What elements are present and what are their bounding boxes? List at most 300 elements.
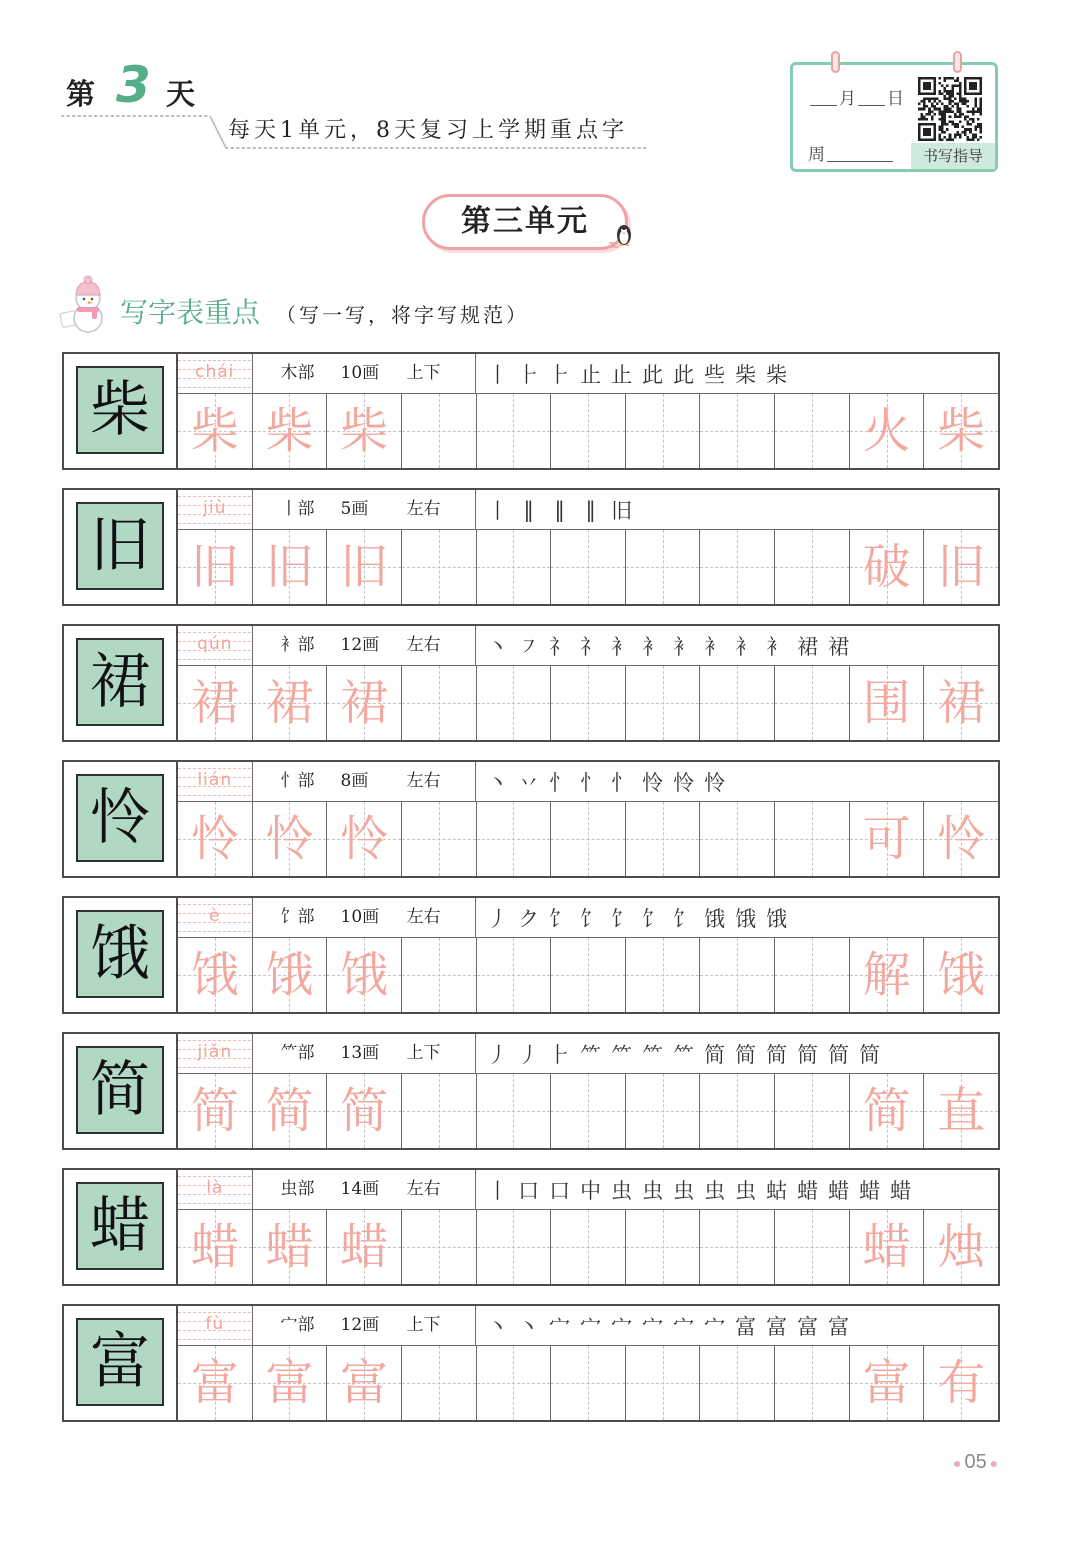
practice-cell[interactable] (775, 530, 850, 604)
trace-cell[interactable] (178, 802, 253, 876)
practice-cell[interactable] (775, 394, 850, 468)
trace-cell[interactable] (253, 666, 328, 740)
stroke-step: 中 (580, 1178, 602, 1203)
header-subtitle: 每天1单元，8天复习上学期重点字 (228, 118, 628, 143)
practice-rows (62, 352, 1000, 1422)
char-info (253, 1306, 477, 1345)
stroke-step: 口 (518, 1178, 540, 1203)
section-title: 写字表重点 (120, 296, 261, 329)
practice-cell[interactable] (551, 802, 626, 876)
pinyin: chái (195, 362, 235, 382)
trace-cell[interactable] (327, 394, 402, 468)
stroke-step: ⺮ (580, 1042, 602, 1067)
char-practice-block (62, 1168, 1000, 1286)
char-info (253, 626, 477, 665)
week-label: 周 (808, 145, 825, 165)
practice-grid (178, 938, 998, 1012)
stroke-step: 止 (580, 362, 602, 387)
trace-cell[interactable] (327, 530, 402, 604)
practice-cell[interactable] (551, 666, 626, 740)
model-char: 怜 (76, 774, 164, 862)
stroke-step: 衤 (673, 634, 695, 659)
model-char: 蜡 (76, 1182, 164, 1270)
practice-cell[interactable] (775, 802, 850, 876)
page-dot: ● (989, 1455, 999, 1471)
trace-char: 旧 (265, 539, 314, 595)
date-box (790, 62, 998, 172)
trace-char: 裙 (265, 675, 314, 731)
practice-cell[interactable] (402, 1210, 477, 1284)
stroke-step: 宀 (673, 1314, 695, 1339)
practice-cell[interactable] (477, 666, 552, 740)
model-char-cell (64, 1034, 178, 1148)
practice-cell[interactable] (626, 1346, 701, 1420)
stroke-step: 富 (735, 1314, 757, 1339)
stroke-step: 丿 (518, 1042, 540, 1067)
practice-cell[interactable] (775, 1210, 850, 1284)
practice-cell[interactable] (775, 938, 850, 1012)
stroke-order (476, 1170, 998, 1209)
word-cell[interactable] (850, 394, 925, 468)
trace-char: 怜 (340, 811, 389, 867)
week-field (808, 141, 895, 165)
stroke-order (476, 354, 998, 393)
practice-grid (178, 1074, 998, 1148)
practice-cell[interactable] (402, 394, 477, 468)
model-char-cell (64, 898, 178, 1012)
practice-cell[interactable] (700, 1210, 775, 1284)
stroke-step: 蜡 (859, 1178, 881, 1203)
practice-cell[interactable] (551, 394, 626, 468)
trace-char: 旧 (190, 539, 239, 595)
structure: 左右 (406, 771, 441, 791)
char-info-strip (178, 1170, 998, 1210)
stroke-order (476, 1306, 998, 1345)
stroke-step: 此 (673, 362, 695, 387)
model-char-cell (64, 1170, 178, 1284)
stroke-step: 简 (704, 1042, 726, 1067)
radical: 木部 (280, 363, 315, 383)
stroke-step: ⺊ (549, 362, 571, 387)
practice-cell[interactable] (551, 1210, 626, 1284)
practice-cell[interactable] (477, 1074, 552, 1148)
stroke-step: 礻 (549, 634, 571, 659)
stroke-step: 丶 (487, 634, 509, 659)
word-char: 围 (862, 675, 911, 731)
word-char: 旧 (937, 539, 986, 595)
practice-cell[interactable] (626, 394, 701, 468)
stroke-step: 衤 (642, 634, 664, 659)
model-char: 裙 (76, 638, 164, 726)
trace-cell[interactable] (253, 394, 328, 468)
trace-char: 饿 (340, 947, 389, 1003)
stroke-count: 12画 (340, 1315, 380, 1335)
char-info (253, 490, 477, 529)
word-char: 解 (862, 947, 911, 1003)
stroke-step: 忄 (611, 770, 633, 795)
word-cell[interactable] (850, 1074, 925, 1148)
trace-char: 简 (265, 1083, 314, 1139)
char-info-strip (178, 626, 998, 666)
trace-char: 旧 (340, 539, 389, 595)
qr-code-icon (918, 77, 982, 141)
stroke-order (476, 762, 998, 801)
trace-char: 柴 (265, 403, 314, 459)
word-char: 裙 (937, 675, 986, 731)
word-cell[interactable] (850, 802, 925, 876)
stroke-count: 14画 (340, 1179, 380, 1199)
practice-cell[interactable] (551, 938, 626, 1012)
day-label: 日 (887, 89, 904, 109)
word-cell[interactable] (924, 1074, 998, 1148)
stroke-step: 丨 (487, 498, 509, 523)
stroke-step: 饿 (704, 906, 726, 931)
practice-cell[interactable] (626, 802, 701, 876)
word-cell[interactable] (924, 1210, 998, 1284)
radical: 宀部 (280, 1315, 315, 1335)
stroke-step: ‖ (523, 497, 534, 522)
stroke-step: 虫 (611, 1178, 633, 1203)
structure: 左右 (406, 499, 441, 519)
practice-grid (178, 1210, 998, 1284)
stroke-step: 蜡 (828, 1178, 850, 1203)
week-blank[interactable] (827, 160, 893, 162)
pinyin-cell (178, 1170, 253, 1209)
practice-cell[interactable] (700, 1346, 775, 1420)
pinyin: là (206, 1178, 224, 1198)
word-char: 蜡 (862, 1219, 911, 1275)
word-char: 烛 (937, 1219, 986, 1275)
trace-cell[interactable] (178, 1074, 253, 1148)
date-field (808, 85, 904, 109)
word-cell[interactable] (924, 802, 998, 876)
trace-char: 饿 (190, 947, 239, 1003)
trace-cell[interactable] (253, 1346, 328, 1420)
trace-cell[interactable] (327, 802, 402, 876)
practice-grid (178, 1346, 998, 1420)
stroke-step: 富 (766, 1314, 788, 1339)
stroke-step: 丨 (487, 1178, 509, 1203)
word-cell[interactable] (924, 1346, 998, 1420)
trace-cell[interactable] (327, 666, 402, 740)
trace-cell[interactable] (178, 1346, 253, 1420)
practice-cell[interactable] (626, 1210, 701, 1284)
stroke-step: 宀 (580, 1314, 602, 1339)
stroke-step: 简 (766, 1042, 788, 1067)
stroke-step: 富 (828, 1314, 850, 1339)
stroke-step: 些 (704, 362, 726, 387)
trace-char: 富 (190, 1355, 239, 1411)
pinyin-cell (178, 490, 253, 529)
stroke-step: 饣 (549, 906, 571, 931)
pinyin-cell (178, 1306, 253, 1345)
practice-cell[interactable] (700, 802, 775, 876)
char-practice-block (62, 352, 1000, 470)
pinyin: lián (197, 770, 233, 790)
stroke-step: 此 (642, 362, 664, 387)
practice-cell[interactable] (626, 530, 701, 604)
stroke-order (476, 626, 998, 665)
char-info (253, 1034, 477, 1073)
trace-cell[interactable] (253, 1074, 328, 1148)
trace-cell[interactable] (178, 394, 253, 468)
stroke-step: 丨 (487, 362, 509, 387)
char-info (253, 354, 477, 393)
practice-cell[interactable] (402, 666, 477, 740)
stroke-order (476, 490, 998, 529)
stroke-step: 富 (797, 1314, 819, 1339)
trace-cell[interactable] (178, 530, 253, 604)
practice-cell[interactable] (700, 938, 775, 1012)
word-cell[interactable] (924, 530, 998, 604)
trace-char: 怜 (190, 811, 239, 867)
pinyin: jiù (203, 498, 227, 518)
page-number (950, 1448, 1001, 1477)
stroke-step: ⺊ (549, 1042, 571, 1067)
word-cell[interactable] (850, 530, 925, 604)
word-char: 有 (937, 1355, 986, 1411)
model-char-cell (64, 762, 178, 876)
model-char: 简 (76, 1046, 164, 1134)
practice-cell[interactable] (700, 394, 775, 468)
stroke-step: 裙 (797, 634, 819, 659)
trace-cell[interactable] (327, 1210, 402, 1284)
stroke-order (476, 898, 998, 937)
practice-cell[interactable] (626, 666, 701, 740)
trace-cell[interactable] (253, 802, 328, 876)
unit-title-badge (422, 194, 628, 250)
trace-cell[interactable] (178, 1210, 253, 1284)
practice-cell[interactable] (626, 938, 701, 1012)
structure: 上下 (406, 1315, 441, 1335)
word-char: 富 (862, 1355, 911, 1411)
practice-grid (178, 394, 998, 468)
char-info (253, 898, 477, 937)
trace-char: 简 (190, 1083, 239, 1139)
stroke-step: 饣 (673, 906, 695, 931)
practice-cell[interactable] (402, 1074, 477, 1148)
practice-grid (178, 802, 998, 876)
char-practice-block (62, 760, 1000, 878)
practice-cell[interactable] (551, 530, 626, 604)
stroke-step: 柴 (766, 362, 788, 387)
practice-cell[interactable] (402, 802, 477, 876)
structure: 左右 (406, 907, 441, 927)
stroke-step: 怜 (704, 770, 726, 795)
stroke-count: 5画 (340, 499, 369, 519)
word-cell[interactable] (850, 1210, 925, 1284)
word-char: 饿 (937, 947, 986, 1003)
stroke-step: ㇇ (518, 634, 540, 659)
trace-cell[interactable] (327, 1346, 402, 1420)
stroke-step: 饿 (735, 906, 757, 931)
pinyin: è (209, 906, 221, 926)
binder-ring-icon (953, 51, 962, 73)
stroke-step: 丶 (518, 1314, 540, 1339)
pinyin-cell (178, 626, 253, 665)
char-info-strip (178, 762, 998, 802)
stroke-step: 宀 (611, 1314, 633, 1339)
unit-title: 第三单元 (461, 204, 589, 239)
stroke-step: 旧 (611, 498, 633, 523)
stroke-step: 简 (828, 1042, 850, 1067)
model-char: 旧 (76, 502, 164, 590)
stroke-step: ⺮ (673, 1042, 695, 1067)
stroke-count: 10画 (340, 907, 380, 927)
stroke-step: 衤 (704, 634, 726, 659)
stroke-step: 蛄 (766, 1178, 788, 1203)
snowman-icon (58, 274, 114, 334)
word-char: 怜 (937, 811, 986, 867)
char-info-strip (178, 354, 998, 394)
radical: 衤部 (280, 635, 315, 655)
stroke-step: ‖ (585, 497, 596, 522)
day-prefix: 第 (66, 77, 96, 111)
trace-char: 柴 (190, 403, 239, 459)
word-cell[interactable] (850, 1346, 925, 1420)
word-char: 可 (862, 811, 911, 867)
practice-cell[interactable] (477, 394, 552, 468)
stroke-count: 10画 (340, 363, 380, 383)
day-number: 3 (116, 56, 151, 114)
stroke-step: 柴 (735, 362, 757, 387)
month-blank[interactable] (810, 104, 837, 106)
stroke-step: 虫 (673, 1178, 695, 1203)
stroke-step: 丿 (487, 906, 509, 931)
practice-cell[interactable] (700, 530, 775, 604)
trace-cell[interactable] (327, 938, 402, 1012)
word-cell[interactable] (924, 394, 998, 468)
practice-cell[interactable] (477, 530, 552, 604)
stroke-step: 虫 (735, 1178, 757, 1203)
stroke-step: 丶 (487, 770, 509, 795)
stroke-step: 丶 (487, 1314, 509, 1339)
word-char: 直 (937, 1083, 986, 1139)
trace-cell[interactable] (178, 938, 253, 1012)
stroke-step: 丷 (518, 770, 540, 795)
pinyin: qún (197, 634, 233, 654)
radical: 丨部 (280, 499, 315, 519)
structure: 左右 (406, 1179, 441, 1199)
stroke-step: 衤 (611, 634, 633, 659)
day-suffix: 天 (166, 77, 196, 111)
section-note: （写一写，将字写规范） (276, 303, 529, 327)
practice-grid (178, 666, 998, 740)
stroke-step: ⺊ (518, 362, 540, 387)
trace-cell[interactable] (253, 530, 328, 604)
word-cell[interactable] (850, 666, 925, 740)
stroke-step: 怜 (673, 770, 695, 795)
practice-cell[interactable] (402, 530, 477, 604)
page-dot: ● (953, 1455, 962, 1471)
char-practice-block (62, 896, 1000, 1014)
day-title (0, 0, 240, 120)
practice-cell[interactable] (775, 666, 850, 740)
practice-grid (178, 530, 998, 604)
stroke-step: 口 (549, 1178, 571, 1203)
char-practice-block (62, 488, 1000, 606)
word-cell[interactable] (850, 938, 925, 1012)
practice-cell[interactable] (775, 1074, 850, 1148)
stroke-step: ⺮ (611, 1042, 633, 1067)
stroke-step: 虫 (642, 1178, 664, 1203)
char-info-strip (178, 490, 998, 530)
trace-char: 柴 (340, 403, 389, 459)
practice-cell[interactable] (402, 938, 477, 1012)
stroke-step: 忄 (549, 770, 571, 795)
stroke-step: 简 (797, 1042, 819, 1067)
stroke-step: 简 (735, 1042, 757, 1067)
char-info-strip (178, 898, 998, 938)
day-blank[interactable] (858, 104, 885, 106)
structure: 左右 (406, 635, 441, 655)
practice-cell[interactable] (402, 1346, 477, 1420)
stroke-step: 忄 (580, 770, 602, 795)
stroke-order (476, 1034, 998, 1073)
practice-cell[interactable] (700, 1074, 775, 1148)
stroke-step: 宀 (642, 1314, 664, 1339)
word-char: 柴 (937, 403, 986, 459)
trace-char: 简 (340, 1083, 389, 1139)
trace-char: 蜡 (190, 1219, 239, 1275)
practice-cell[interactable] (700, 666, 775, 740)
stroke-step: 衤 (735, 634, 757, 659)
char-info-strip (178, 1034, 998, 1074)
practice-cell[interactable] (551, 1346, 626, 1420)
word-cell[interactable] (924, 938, 998, 1012)
practice-cell[interactable] (775, 1346, 850, 1420)
practice-cell[interactable] (477, 1210, 552, 1284)
model-char-cell (64, 490, 178, 604)
char-info (253, 1170, 477, 1209)
pinyin: jiǎn (197, 1042, 233, 1062)
stroke-step: ‖ (554, 497, 565, 522)
practice-cell[interactable] (477, 802, 552, 876)
char-info-strip (178, 1306, 998, 1346)
trace-cell[interactable] (327, 1074, 402, 1148)
practice-cell[interactable] (477, 938, 552, 1012)
stroke-step: 饣 (580, 906, 602, 931)
stroke-step: 饿 (766, 906, 788, 931)
word-char: 火 (862, 403, 911, 459)
stroke-step: ク (518, 906, 540, 931)
stroke-step: 止 (611, 362, 633, 387)
trace-char: 富 (265, 1355, 314, 1411)
practice-cell[interactable] (626, 1074, 701, 1148)
trace-cell[interactable] (253, 938, 328, 1012)
stroke-count: 8画 (340, 771, 369, 791)
stroke-step: 裙 (828, 634, 850, 659)
practice-cell[interactable] (477, 1346, 552, 1420)
trace-char: 裙 (190, 675, 239, 731)
practice-cell[interactable] (551, 1074, 626, 1148)
stroke-step: 蜡 (797, 1178, 819, 1203)
month-label: 月 (839, 89, 856, 109)
stroke-step: 丿 (487, 1042, 509, 1067)
word-cell[interactable] (924, 666, 998, 740)
binder-ring-icon (831, 51, 840, 73)
page-number-text: 05 (964, 1451, 987, 1473)
radical: 饣部 (280, 907, 315, 927)
trace-cell[interactable] (178, 666, 253, 740)
stroke-count: 12画 (340, 635, 380, 655)
stroke-step: ⺮ (642, 1042, 664, 1067)
trace-cell[interactable] (253, 1210, 328, 1284)
stroke-step: 宀 (704, 1314, 726, 1339)
pinyin-cell (178, 762, 253, 801)
trace-char: 蜡 (340, 1219, 389, 1275)
char-info (253, 762, 477, 801)
